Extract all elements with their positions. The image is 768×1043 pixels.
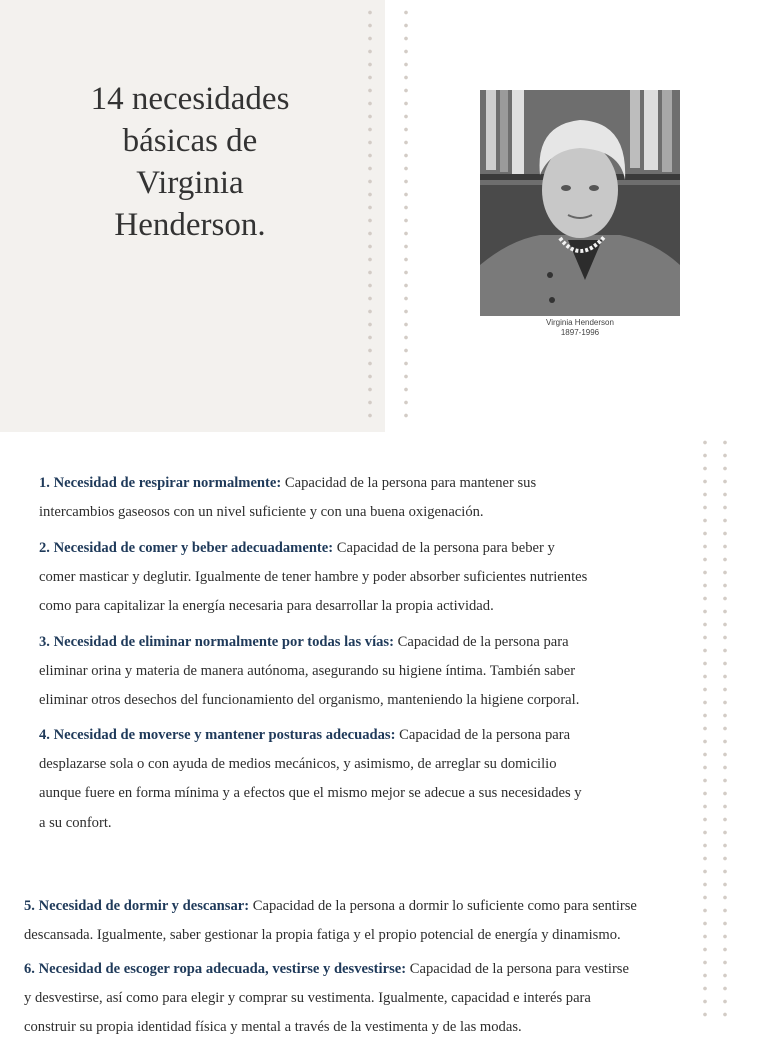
portrait-illustration [480, 90, 680, 316]
need-text: construir su propia identidad física y mental a través de la vestimenta y de las modas. [24, 1019, 522, 1036]
need-text: Capacidad de la persona para [393, 634, 569, 650]
page-title [60, 78, 320, 246]
need-text: aunque fuere en forma mínima y a efectos que el mismo mejor se adecue a sus necesidades y [39, 785, 582, 802]
dotted-border-left [702, 436, 708, 1020]
title-line: Virginia [136, 165, 244, 201]
need-text: intercambios gaseosos con un nivel suficiente y con una buena oxigenación. [39, 504, 484, 521]
dotted-border-left [367, 6, 373, 426]
photo-caption [480, 318, 680, 338]
need-text: descansada. Igualmente, saber gestionar la propia fatiga y el propio potencial de energía y dinamismo. [24, 927, 621, 944]
need-text: Capacidad de la persona para vestirse [406, 961, 629, 977]
needs-slide [0, 432, 768, 1036]
title-line: Henderson. [114, 207, 266, 243]
title-line: 14 necesidades [90, 81, 290, 117]
dotted-border-right [403, 6, 409, 426]
dotted-border-right [722, 436, 728, 1020]
need-heading: 4. Necesidad de moverse y mantener posturas adecuadas: [39, 727, 396, 743]
need-text: eliminar otros desechos del funcionamiento del organismo, manteniendo la higiene corporal. [39, 692, 580, 709]
need-text: y desvestirse, así como para elegir y comprar su vestimenta. Igualmente, capacidad e interés para [24, 990, 591, 1007]
need-heading: 6. Necesidad de escoger ropa adecuada, vestirse y desvestirse: [24, 961, 407, 977]
need-text: Capacidad de la persona para [395, 727, 571, 743]
need-item [39, 628, 649, 716]
need-heading: 2. Necesidad de comer y beber adecuadamente: [39, 540, 334, 556]
need-item [24, 955, 684, 1043]
need-text: eliminar orina y materia de manera autónoma, asegurando su higiene íntima. También saber [39, 663, 576, 680]
need-item [24, 892, 684, 950]
need-heading: 1. Necesidad de respirar normalmente: [39, 475, 282, 491]
need-item [39, 534, 649, 622]
need-text: comer masticar y deglutir. Igualmente de tener hambre y poder absorber suficientes nutrientes [39, 569, 588, 586]
caption-name: Virginia Henderson [546, 318, 614, 327]
title-line: básicas de [122, 123, 258, 159]
need-text: como para capitalizar la energía necesaria para desarrollar la propia actividad. [39, 598, 494, 615]
need-text: Capacidad de la persona para beber y [333, 540, 555, 556]
title-slide [0, 0, 768, 432]
need-item [39, 721, 649, 838]
caption-years: 1897-1996 [560, 328, 600, 337]
need-heading: 3. Necesidad de eliminar normalmente por todas las vías: [39, 634, 394, 650]
need-text: a su confort. [39, 814, 112, 831]
need-text: Capacidad de la persona para mantener sus [281, 475, 537, 491]
portrait-photo [480, 90, 680, 316]
need-heading: 5. Necesidad de dormir y descansar: [24, 898, 250, 914]
need-item [39, 469, 649, 527]
need-text: desplazarse sola o con ayuda de medios mecánicos, y asimismo, de arreglar su domicilio [39, 756, 557, 773]
need-text: Capacidad de la persona a dormir lo suficiente como para sentirse [249, 898, 637, 914]
